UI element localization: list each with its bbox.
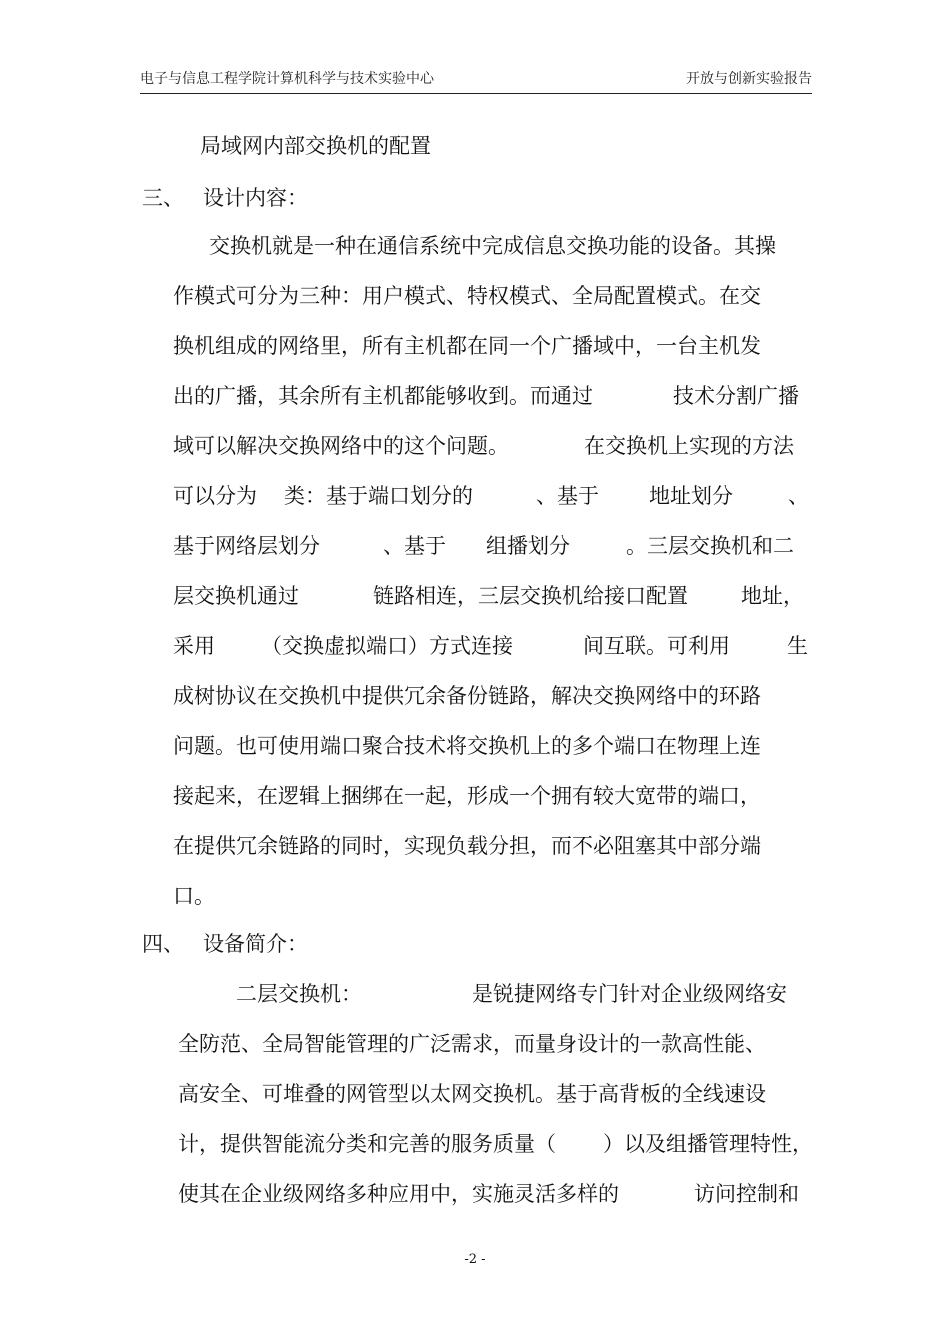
text-segment: 、基于 <box>383 534 446 558</box>
text-segment: 地址， <box>741 584 804 608</box>
text-segment: 在交换机上实现的方法 <box>584 434 794 458</box>
paragraph-line <box>173 680 809 710</box>
text-segment: 、基于 <box>536 484 599 508</box>
text-segment: 交换机就是一种在通信系统中完成信息交换功能的设备。其操 <box>209 234 776 258</box>
paragraph-line <box>173 480 809 510</box>
text-segment: 口。 <box>173 884 215 908</box>
text-segment: 层交换机通过 <box>173 584 299 608</box>
text-segment: 出的广播，其余所有主机都能够收到。而通过 <box>173 384 593 408</box>
text-segment: 。三层交换机和二 <box>626 534 794 558</box>
text-segment: 在提供冗余链路的同时，实现负载分担，而不必阻塞其中部分端 <box>173 834 761 858</box>
text-segment: （交换虚拟端口）方式连接 <box>261 634 513 658</box>
paragraph-line <box>178 1178 814 1208</box>
paragraph-line <box>173 880 809 910</box>
text-segment: 问题。也可使用端口聚合技术将交换机上的多个端口在物理上连 <box>173 734 761 758</box>
paragraph-line <box>173 430 809 460</box>
text-segment: 换机组成的网络里，所有主机都在同一个广播域中，一台主机发 <box>173 334 761 358</box>
paragraph-line <box>178 1078 814 1108</box>
paragraph-line <box>173 730 809 760</box>
text-segment: 生 <box>787 634 808 658</box>
document-title: 局域网内部交换机的配置 <box>200 134 431 158</box>
text-segment: 基于网络层划分 <box>173 534 320 558</box>
section-4-number: 四、 <box>142 932 184 956</box>
text-segment: 访问控制和 <box>694 1182 799 1206</box>
text-segment: 可以分为 <box>173 484 257 508</box>
text-segment: 是锐捷网络专门针对企业级网络安 <box>472 982 787 1006</box>
paragraph-line <box>173 830 809 860</box>
text-segment: 类：基于端口划分的 <box>284 484 473 508</box>
text-segment: 采用 <box>173 634 215 658</box>
paragraph-line <box>173 580 809 610</box>
header-right-text: 开放与创新实验报告 <box>686 71 812 87</box>
section-3-heading: 设计内容： <box>203 186 308 210</box>
text-segment: 使其在企业级网络多种应用中，实施灵活多样的 <box>178 1182 619 1206</box>
paragraph-line <box>173 280 809 310</box>
text-segment: 接起来，在逻辑上捆绑在一起，形成一个拥有较大宽带的端口， <box>173 784 761 808</box>
text-segment: 全防范、全局智能管理的广泛需求，而量身设计的一款高性能、 <box>178 1032 766 1056</box>
header-left-text: 电子与信息工程学院计算机科学与技术实验中心 <box>140 71 434 87</box>
text-segment: 组播划分 <box>486 534 570 558</box>
text-segment: 、 <box>788 484 809 508</box>
text-segment: 成树协议在交换机中提供冗余备份链路，解决交换网络中的环路 <box>173 684 761 708</box>
text-segment: 技术分割广播 <box>673 384 799 408</box>
paragraph-line <box>173 330 809 360</box>
paragraph-line <box>173 780 809 810</box>
paragraph-line <box>178 1028 814 1058</box>
paragraph-line <box>173 380 809 410</box>
text-segment: 间互联。可利用 <box>583 634 730 658</box>
text-segment: 链路相连，三层交换机给接口配置 <box>373 584 688 608</box>
header-rule <box>140 93 812 94</box>
text-segment: 地址划分 <box>649 484 733 508</box>
text-segment: ）以及组播管理特性， <box>603 1132 813 1156</box>
text-segment: 作模式可分为三种：用户模式、特权模式、全局配置模式。在交 <box>173 284 761 308</box>
text-segment: 计，提供智能流分类和完善的服务质量（ <box>178 1132 556 1156</box>
paragraph-line <box>173 230 809 260</box>
page-number: -2 - <box>464 1252 486 1267</box>
section-4-heading: 设备简介： <box>203 932 308 956</box>
paragraph-line <box>173 530 809 560</box>
section-3-number: 三、 <box>142 186 184 210</box>
paragraph-line <box>178 1128 814 1158</box>
paragraph-line <box>173 630 809 660</box>
text-segment: 二层交换机： <box>236 982 362 1006</box>
text-segment: 高安全、可堆叠的网管型以太网交换机。基于高背板的全线速设 <box>178 1082 766 1106</box>
text-segment: 域可以解决交换网络中的这个问题。 <box>173 434 509 458</box>
paragraph-line <box>178 978 814 1008</box>
